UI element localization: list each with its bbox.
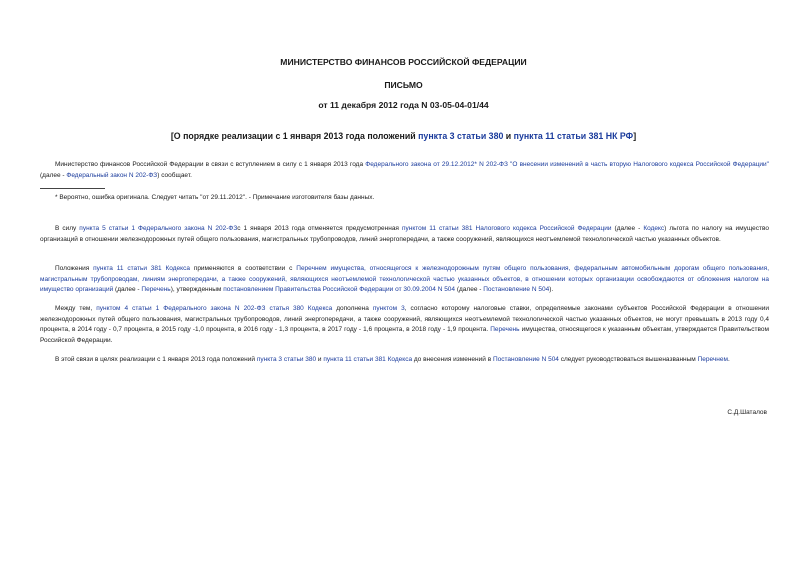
- text: (далее -: [40, 171, 67, 179]
- link-property-list[interactable]: Перечнем имущества, относящегося к железнодорожным путям общего пользования, федеральным автомобильным дорогам общего пользования, магистральным трубопроводам, линиям энергопередачи, а также сооружений, являющихся неотъемлемой технологической частью указанных объектов, в отношении которых организации освобождаются от обложения налогом на имущество организаций: [40, 265, 770, 294]
- footnote-divider: [40, 188, 105, 189]
- text: применяются в соответствии с: [189, 265, 297, 272]
- text: ).: [549, 286, 554, 294]
- text: ) сообщает.: [157, 171, 192, 179]
- paragraph-3: [40, 264, 769, 296]
- link-federal-law-202fz-full[interactable]: Федерального закона от 29.12.2012* N 202-ФЗ "О внесении изменений в часть вторую Налогового кодекса Российской Федерации": [365, 161, 769, 168]
- signature: С.Д.Шаталов: [727, 409, 767, 416]
- paragraph-intro: [40, 160, 769, 181]
- subject-text: и: [503, 131, 514, 141]
- text: В силу: [55, 225, 80, 232]
- subject-link-article-380[interactable]: пункта 3 статьи 380: [418, 131, 504, 141]
- document-type: ПИСЬМО: [384, 80, 423, 90]
- paragraph-2: [40, 224, 769, 245]
- link-p11-art381-code[interactable]: пунктом 11 статьи 381 Налогового кодекса Российской Федерации: [401, 225, 612, 232]
- link-decree-504[interactable]: Постановление N 504: [492, 356, 559, 363]
- link-p4-art1-law[interactable]: пунктом 4 статьи 1 Федерального закона N 202-ФЗ: [96, 305, 266, 312]
- text: .: [727, 356, 730, 363]
- text: (далее -: [113, 286, 142, 294]
- text: ) льгота по налогу на имущество организаций в отношении железнодорожных путей общего пользования, магистральных трубопроводов, линий энергопередачи, а также сооружений, являющихся неотъемлемой технологической частью указанных объектов.: [40, 225, 770, 243]
- text: с 1 января 2013 года отменяется предусмотренная: [237, 225, 402, 232]
- text: В этой связи в целях реализации с 1 января 2013 года положений: [55, 356, 257, 363]
- link-decree-504[interactable]: Постановление N 504: [483, 286, 550, 294]
- footnote: * Вероятно, ошибка оригинала. Следует читать "от 29.11.2012". - Примечание изготовителя базы данных.: [55, 194, 375, 201]
- text: и: [316, 356, 324, 363]
- link-government-decree[interactable]: постановлением Правительства Российской Федерации от 30.09.2004 N 504: [223, 286, 456, 294]
- link-p5-art1-law[interactable]: пункта 5 статьи 1 Федерального закона N 202-ФЗ: [79, 225, 238, 232]
- text: следует руководствоваться вышеназванным: [558, 356, 698, 363]
- link-p11-art381-code[interactable]: пункта 11 статьи 381 Кодекса: [323, 356, 413, 363]
- text: ), утвержденным: [170, 286, 224, 294]
- link-list[interactable]: Перечень: [141, 286, 171, 294]
- subject-text: ]: [633, 131, 637, 141]
- text: (далее -: [455, 286, 484, 294]
- text: дополнена: [332, 305, 373, 312]
- text: , согласно которому налоговые ставки, определяемые законами субъектов Российской Федерации в отношении железнодорожных путей общего пользования, магистральных трубопроводов, линий энергопередачи, а также сооружений, являющихся неотъемлемой технологической частью указанных объектов, не могут превышать в 2013 году 0,4 процента, в 2014 году - 0,7 процента, в 2015 году -1,0 процента, в 2016 году - 1,3 процента, в 2017 году - 1,6 процента, в 2018 году - 1,9 процента.: [40, 305, 770, 334]
- link-code[interactable]: Кодекс: [643, 225, 665, 232]
- document-subject: [0, 131, 807, 141]
- link-p11-art381[interactable]: пункта 11 статьи 381 Кодекса: [93, 265, 190, 272]
- text: Положения: [55, 265, 94, 272]
- link-list[interactable]: Перечнем: [697, 356, 728, 363]
- subject-link-article-381[interactable]: пункта 11 статьи 381 НК РФ: [513, 131, 634, 141]
- link-p3-art380[interactable]: пункта 3 статьи 380: [256, 356, 317, 363]
- subject-text: [О порядке реализации с 1 января 2013 года положений: [170, 131, 419, 141]
- text: Министерство финансов Российской Федерации в связи с вступлением в силу с 1 января 2013 года: [55, 161, 366, 168]
- text: до внесения изменений в: [412, 356, 493, 363]
- link-point3[interactable]: пунктом 3: [372, 305, 405, 312]
- document-date: от 11 декабря 2012 года N 03-05-04-01/44: [318, 100, 489, 110]
- paragraph-4: [40, 304, 769, 346]
- paragraph-5: [40, 355, 769, 366]
- text: (далее -: [611, 225, 644, 232]
- link-art380-code[interactable]: статья 380 Кодекса: [269, 305, 333, 312]
- link-federal-law-202fz[interactable]: Федеральный закон N 202-ФЗ: [66, 171, 158, 179]
- text: Между тем,: [55, 305, 97, 312]
- ministry-heading: МИНИСТЕРСТВО ФИНАНСОВ РОССИЙСКОЙ ФЕДЕРАЦИИ: [280, 57, 527, 67]
- link-list[interactable]: Перечень: [490, 326, 520, 334]
- text: имущества, относящегося к указанным объектам, утверждается Правительством Российской Федерации.: [40, 326, 769, 344]
